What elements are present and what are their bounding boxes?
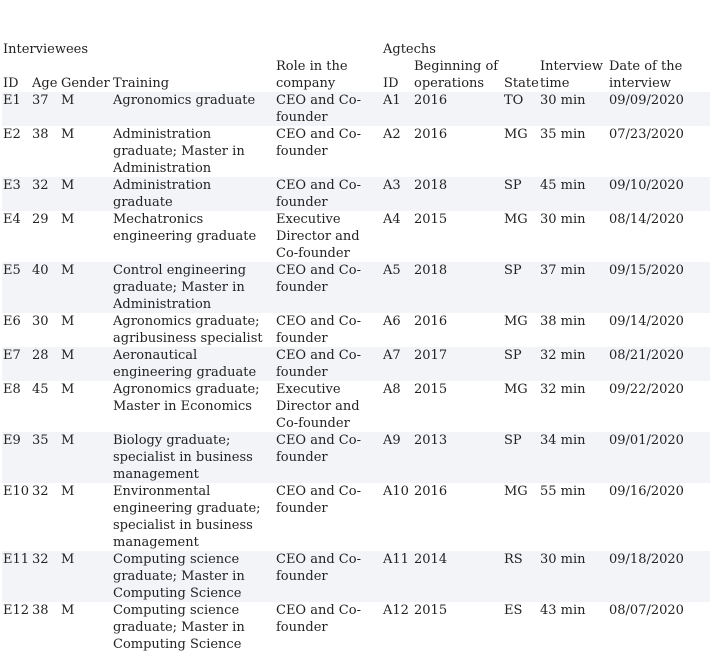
cell-id: E8 (3, 382, 21, 397)
cell-interview-time: 38 min (540, 314, 586, 329)
cell-role: CEO and Co-founder (275, 262, 382, 313)
cell-date: 08/21/2020 (608, 347, 710, 381)
cell-role: CEO and Co-founder (276, 603, 361, 635)
cell-age: 35 (31, 432, 60, 483)
cell-id: E3 (2, 177, 31, 211)
cell-age: 37 (31, 92, 60, 126)
cell-id: E4 (3, 212, 21, 227)
cell-id: E10 (3, 484, 30, 499)
column-header-row (2, 58, 710, 92)
cell-id: E5 (2, 262, 31, 313)
cell-id: E2 (3, 127, 21, 142)
table-row (2, 551, 710, 602)
cell-id: E12 (3, 603, 30, 618)
cell-agtech-id: A12 (383, 603, 409, 618)
cell-beginning: 2015 (414, 603, 448, 618)
cell-gender: M (61, 484, 75, 499)
header-agtech-id: ID (383, 76, 399, 91)
cell-beginning: 2016 (414, 127, 448, 142)
cell-state: RS (503, 551, 539, 602)
table-row (2, 381, 710, 432)
cell-age: 32 (31, 551, 60, 602)
cell-agtech-id: A5 (382, 262, 413, 313)
table-row (2, 126, 710, 177)
cell-gender: M (61, 314, 75, 329)
cell-role: Executive Director and Co-founder (276, 212, 360, 261)
cell-interview-time: 34 min (539, 432, 608, 483)
cell-state: MG (504, 127, 528, 142)
cell-state: MG (504, 212, 528, 227)
cell-gender: M (61, 127, 75, 142)
cell-id: E9 (2, 432, 31, 483)
cell-age: 45 (32, 382, 49, 397)
table-body (2, 92, 710, 653)
cell-age: 32 (31, 177, 60, 211)
cell-beginning: 2016 (413, 92, 503, 126)
cell-role: CEO and Co-founder (275, 347, 382, 381)
cell-beginning: 2013 (413, 432, 503, 483)
cell-date: 09/10/2020 (608, 177, 710, 211)
cell-date: 08/07/2020 (609, 603, 684, 618)
cell-agtech-id: A6 (383, 314, 401, 329)
cell-date: 09/09/2020 (608, 92, 710, 126)
cell-training: Agronomics graduate; Master in Economics (113, 382, 260, 414)
cell-state: MG (504, 314, 528, 329)
table-row (2, 92, 710, 126)
cell-gender: M (60, 262, 112, 313)
cell-id: E6 (3, 314, 21, 329)
cell-beginning: 2016 (414, 484, 448, 499)
cell-state: SP (503, 177, 539, 211)
cell-training: Administration graduate (112, 177, 275, 211)
cell-interview-time: 30 min (540, 212, 586, 227)
cell-agtech-id: A7 (382, 347, 413, 381)
cell-agtech-id: A3 (382, 177, 413, 211)
cell-agtech-id: A11 (382, 551, 413, 602)
cell-interview-time: 30 min (539, 92, 608, 126)
cell-state: MG (504, 484, 528, 499)
cell-beginning: 2016 (414, 314, 448, 329)
table-row (2, 347, 710, 381)
group-header-row (2, 41, 710, 58)
cell-role: CEO and Co-founder (275, 92, 382, 126)
cell-state: SP (503, 262, 539, 313)
cell-role: CEO and Co-founder (276, 484, 361, 516)
cell-age: 38 (32, 603, 49, 618)
cell-age: 38 (32, 127, 49, 142)
cell-state: TO (503, 92, 539, 126)
cell-age: 30 (32, 314, 49, 329)
cell-training: Mechatronics engineering graduate (113, 212, 257, 244)
cell-beginning: 2018 (413, 262, 503, 313)
cell-gender: M (61, 382, 75, 397)
cell-role: CEO and Co-founder (275, 177, 382, 211)
cell-role: Executive Director and Co-founder (276, 382, 360, 431)
cell-training: Administration graduate; Master in Administration (113, 127, 245, 176)
group-interviewees: Interviewees (3, 42, 89, 57)
cell-training: Computing science graduate; Master in Computing Science (113, 603, 245, 652)
cell-gender: M (60, 177, 112, 211)
cell-training: Agronomics graduate (112, 92, 275, 126)
header-beginning: Beginning of operations (414, 59, 499, 91)
cell-age: 28 (31, 347, 60, 381)
cell-role: CEO and Co-founder (276, 127, 361, 159)
cell-interview-time: 55 min (540, 484, 586, 499)
cell-date: 09/01/2020 (608, 432, 710, 483)
cell-state: ES (504, 603, 523, 618)
cell-date: 07/23/2020 (609, 127, 684, 142)
cell-gender: M (60, 551, 112, 602)
table-row (2, 432, 710, 483)
cell-training: Environmental engineering graduate; specialist in business management (113, 484, 261, 550)
cell-interview-time: 32 min (540, 382, 586, 397)
cell-training: Agronomics graduate; agribusiness specialist (113, 314, 263, 346)
cell-gender: M (60, 432, 112, 483)
cell-state: SP (503, 347, 539, 381)
cell-training: Aeronautical engineering graduate (112, 347, 275, 381)
table-row (2, 262, 710, 313)
cell-date: 08/14/2020 (609, 212, 684, 227)
cell-age: 40 (31, 262, 60, 313)
cell-interview-time: 45 min (539, 177, 608, 211)
cell-interview-time: 30 min (539, 551, 608, 602)
cell-date: 09/16/2020 (609, 484, 684, 499)
cell-date: 09/15/2020 (608, 262, 710, 313)
cell-date: 09/18/2020 (608, 551, 710, 602)
header-age: Age (32, 76, 58, 91)
cell-gender: M (61, 212, 75, 227)
cell-gender: M (60, 92, 112, 126)
cell-beginning: 2018 (413, 177, 503, 211)
cell-interview-time: 32 min (539, 347, 608, 381)
header-id: ID (3, 76, 19, 91)
cell-role: CEO and Co-founder (276, 314, 361, 346)
cell-gender: M (61, 603, 75, 618)
cell-role: CEO and Co-founder (275, 432, 382, 483)
group-agtechs: Agtechs (383, 42, 436, 57)
cell-training: Control engineering graduate; Master in Administration (112, 262, 275, 313)
header-date: Date of the interview (609, 59, 683, 91)
cell-gender: M (60, 347, 112, 381)
interviewees-agtechs-table (2, 41, 710, 653)
cell-training: Biology graduate; specialist in business management (112, 432, 275, 483)
header-gender: Gender (61, 76, 110, 91)
cell-agtech-id: A2 (383, 127, 401, 142)
cell-state: MG (504, 382, 528, 397)
header-role: Role in the company (276, 59, 348, 91)
cell-state: SP (503, 432, 539, 483)
cell-interview-time: 35 min (540, 127, 586, 142)
table-row (2, 211, 710, 262)
header-interview-time: Interview time (540, 59, 603, 91)
cell-date: 09/22/2020 (609, 382, 684, 397)
cell-interview-time: 37 min (539, 262, 608, 313)
cell-id: E11 (2, 551, 31, 602)
cell-agtech-id: A9 (382, 432, 413, 483)
cell-agtech-id: A10 (383, 484, 409, 499)
cell-id: E1 (2, 92, 31, 126)
table-row (2, 177, 710, 211)
cell-beginning: 2014 (413, 551, 503, 602)
cell-age: 29 (32, 212, 49, 227)
cell-agtech-id: A4 (383, 212, 401, 227)
cell-age: 32 (32, 484, 49, 499)
header-state: State (504, 76, 539, 91)
cell-agtech-id: A1 (382, 92, 413, 126)
table-row (2, 602, 710, 653)
table-row (2, 483, 710, 551)
cell-interview-time: 43 min (540, 603, 586, 618)
cell-training: Computing science graduate; Master in Computing Science (112, 551, 275, 602)
cell-id: E7 (2, 347, 31, 381)
cell-beginning: 2015 (414, 212, 448, 227)
cell-agtech-id: A8 (383, 382, 401, 397)
cell-beginning: 2015 (414, 382, 448, 397)
cell-role: CEO and Co-founder (275, 551, 382, 602)
table-row (2, 313, 710, 347)
cell-date: 09/14/2020 (609, 314, 684, 329)
header-training: Training (113, 76, 170, 91)
cell-beginning: 2017 (413, 347, 503, 381)
